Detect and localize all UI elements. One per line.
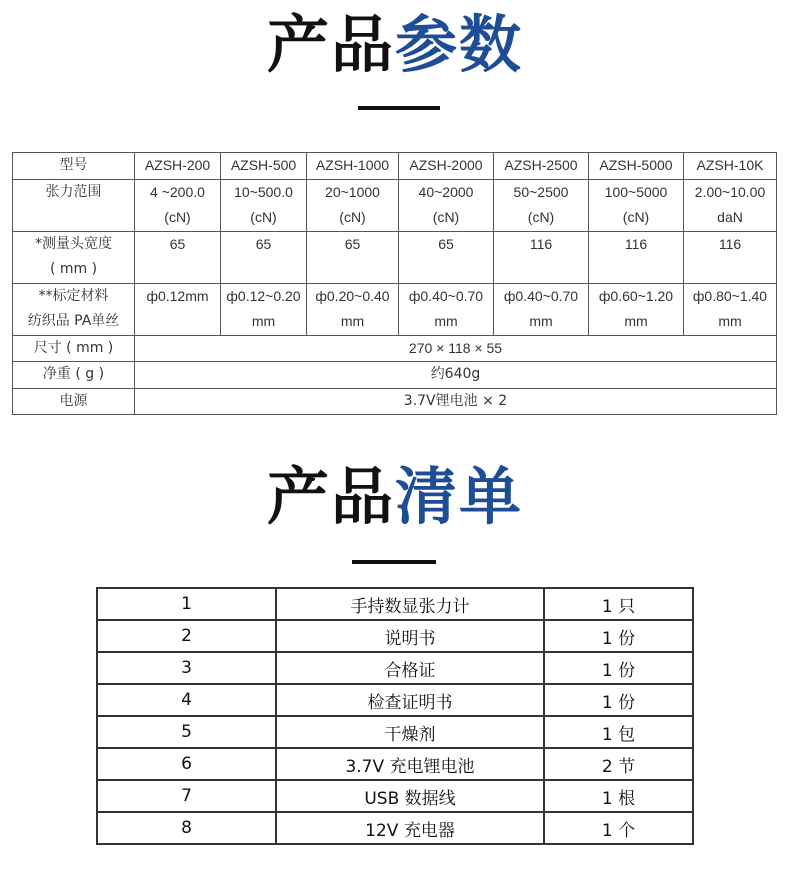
packing-list-table bbox=[96, 587, 694, 845]
range-value: 20~1000 bbox=[325, 183, 380, 200]
range-value: 50~2500 bbox=[513, 183, 569, 200]
head-width-cell: 116 bbox=[589, 231, 684, 283]
item-number: 7 bbox=[97, 780, 276, 812]
range-label: 张力范围 bbox=[13, 179, 135, 231]
item-number: 5 bbox=[97, 716, 276, 748]
list-row bbox=[97, 684, 693, 716]
item-quantity: 1 个 bbox=[544, 812, 693, 844]
product-parameters-heading bbox=[0, 8, 790, 81]
item-number: 6 bbox=[97, 748, 276, 780]
item-quantity: 1 包 bbox=[544, 716, 693, 748]
size-value: 270 × 118 × 55 bbox=[135, 335, 777, 362]
material-cell bbox=[399, 283, 494, 335]
item-name: 3.7V 充电锂电池 bbox=[276, 748, 544, 780]
range-cell bbox=[684, 179, 777, 231]
list-row bbox=[97, 748, 693, 780]
material-unit: mm bbox=[529, 313, 553, 329]
item-name: USB 数据线 bbox=[276, 780, 544, 812]
list-row bbox=[97, 652, 693, 684]
item-quantity: 2 节 bbox=[544, 748, 693, 780]
heading-underline bbox=[358, 106, 440, 110]
range-cell bbox=[135, 179, 221, 231]
model-cell: AZSH-10K bbox=[684, 153, 777, 180]
spec-table bbox=[12, 152, 777, 415]
material-cell bbox=[307, 283, 399, 335]
list-row bbox=[97, 780, 693, 812]
material-value: ф0.80~1.40 bbox=[692, 287, 768, 304]
item-quantity: 1 根 bbox=[544, 780, 693, 812]
model-cell: AZSH-200 bbox=[135, 153, 221, 180]
spec-row-power bbox=[13, 388, 777, 415]
head-width-cell: 116 bbox=[494, 231, 589, 283]
item-number: 2 bbox=[97, 620, 276, 652]
material-value: ф0.12~0.20 bbox=[226, 287, 301, 304]
list-row bbox=[97, 588, 693, 620]
power-value: 3.7V锂电池 × 2 bbox=[135, 388, 777, 415]
model-cell: AZSH-500 bbox=[221, 153, 307, 180]
model-cell: AZSH-2000 bbox=[399, 153, 494, 180]
range-cell bbox=[307, 179, 399, 231]
spec-row-model bbox=[13, 153, 777, 180]
material-cell bbox=[684, 283, 777, 335]
item-name: 干燥剂 bbox=[276, 716, 544, 748]
item-quantity: 1 份 bbox=[544, 620, 693, 652]
material-unit: mm bbox=[340, 313, 365, 329]
model-cell: AZSH-1000 bbox=[307, 153, 399, 180]
head-width-cell: 65 bbox=[221, 231, 307, 283]
item-quantity: 1 份 bbox=[544, 684, 693, 716]
list-row bbox=[97, 716, 693, 748]
material-label-line: **标定材料 bbox=[38, 287, 109, 304]
product-list-heading bbox=[0, 460, 790, 533]
size-label: 尺寸 ( mm ) bbox=[13, 335, 135, 362]
spec-row-range bbox=[13, 179, 777, 231]
weight-label: 净重 ( g ) bbox=[13, 362, 135, 389]
item-name: 检查证明书 bbox=[276, 684, 544, 716]
list-row bbox=[97, 620, 693, 652]
head-width-label bbox=[13, 231, 135, 283]
power-label: 电源 bbox=[13, 388, 135, 415]
model-cell: AZSH-2500 bbox=[494, 153, 589, 180]
range-cell bbox=[399, 179, 494, 231]
spec-row-weight bbox=[13, 362, 777, 389]
weight-value: 约640g bbox=[135, 362, 777, 389]
range-value: 4 ~200.0 bbox=[150, 183, 205, 200]
heading-dark-part: 产品 bbox=[266, 8, 395, 81]
range-unit: (cN) bbox=[432, 209, 460, 225]
range-cell bbox=[589, 179, 684, 231]
range-unit: daN bbox=[717, 209, 743, 225]
material-unit: mm bbox=[718, 313, 742, 329]
item-name: 合格证 bbox=[276, 652, 544, 684]
range-unit: (cN) bbox=[164, 209, 191, 225]
model-label: 型号 bbox=[13, 153, 135, 180]
item-name: 手持数显张力计 bbox=[276, 588, 544, 620]
heading-dark-part: 产品 bbox=[266, 460, 395, 533]
material-value: ф0.12mm bbox=[146, 287, 209, 304]
material-cell bbox=[494, 283, 589, 335]
material-cell bbox=[221, 283, 307, 335]
material-unit: mm bbox=[251, 313, 276, 329]
range-value: 40~2000 bbox=[418, 183, 474, 200]
material-label-line: 纺织品 PA单丝 bbox=[27, 313, 120, 329]
material-value: ф0.60~1.20 bbox=[598, 287, 674, 304]
material-label bbox=[13, 283, 135, 335]
item-number: 8 bbox=[97, 812, 276, 844]
material-value: ф0.40~0.70 bbox=[408, 287, 484, 304]
range-cell bbox=[221, 179, 307, 231]
head-width-cell: 116 bbox=[684, 231, 777, 283]
material-unit: mm bbox=[434, 313, 458, 329]
heading-underline bbox=[352, 560, 436, 564]
spec-row-material bbox=[13, 283, 777, 335]
head-width-cell: 65 bbox=[307, 231, 399, 283]
spec-row-size bbox=[13, 335, 777, 362]
heading-accent-part: 参数 bbox=[395, 8, 524, 81]
material-cell bbox=[589, 283, 684, 335]
material-cell bbox=[135, 283, 221, 335]
head-width-cell: 65 bbox=[399, 231, 494, 283]
item-name: 12V 充电器 bbox=[276, 812, 544, 844]
range-unit: (cN) bbox=[339, 209, 366, 225]
item-name: 说明书 bbox=[276, 620, 544, 652]
item-quantity: 1 只 bbox=[544, 588, 693, 620]
item-number: 3 bbox=[97, 652, 276, 684]
range-unit: (cN) bbox=[527, 209, 555, 225]
list-row bbox=[97, 812, 693, 844]
range-unit: (cN) bbox=[622, 209, 650, 225]
range-value: 2.00~10.00 bbox=[694, 183, 766, 200]
head-width-label-line: *测量头宽度 bbox=[35, 235, 112, 252]
range-value: 10~500.0 bbox=[234, 183, 293, 200]
spec-row-head-width bbox=[13, 231, 777, 283]
head-width-cell: 65 bbox=[135, 231, 221, 283]
item-number: 1 bbox=[97, 588, 276, 620]
material-unit: mm bbox=[624, 313, 648, 329]
range-cell bbox=[494, 179, 589, 231]
model-cell: AZSH-5000 bbox=[589, 153, 684, 180]
heading-accent-part: 清单 bbox=[395, 460, 524, 533]
item-number: 4 bbox=[97, 684, 276, 716]
item-quantity: 1 份 bbox=[544, 652, 693, 684]
range-value: 100~5000 bbox=[604, 183, 668, 200]
material-value: ф0.20~0.40 bbox=[315, 287, 390, 304]
material-value: ф0.40~0.70 bbox=[503, 287, 579, 304]
range-unit: (cN) bbox=[250, 209, 277, 225]
head-width-unit: ( mm ) bbox=[49, 261, 98, 277]
